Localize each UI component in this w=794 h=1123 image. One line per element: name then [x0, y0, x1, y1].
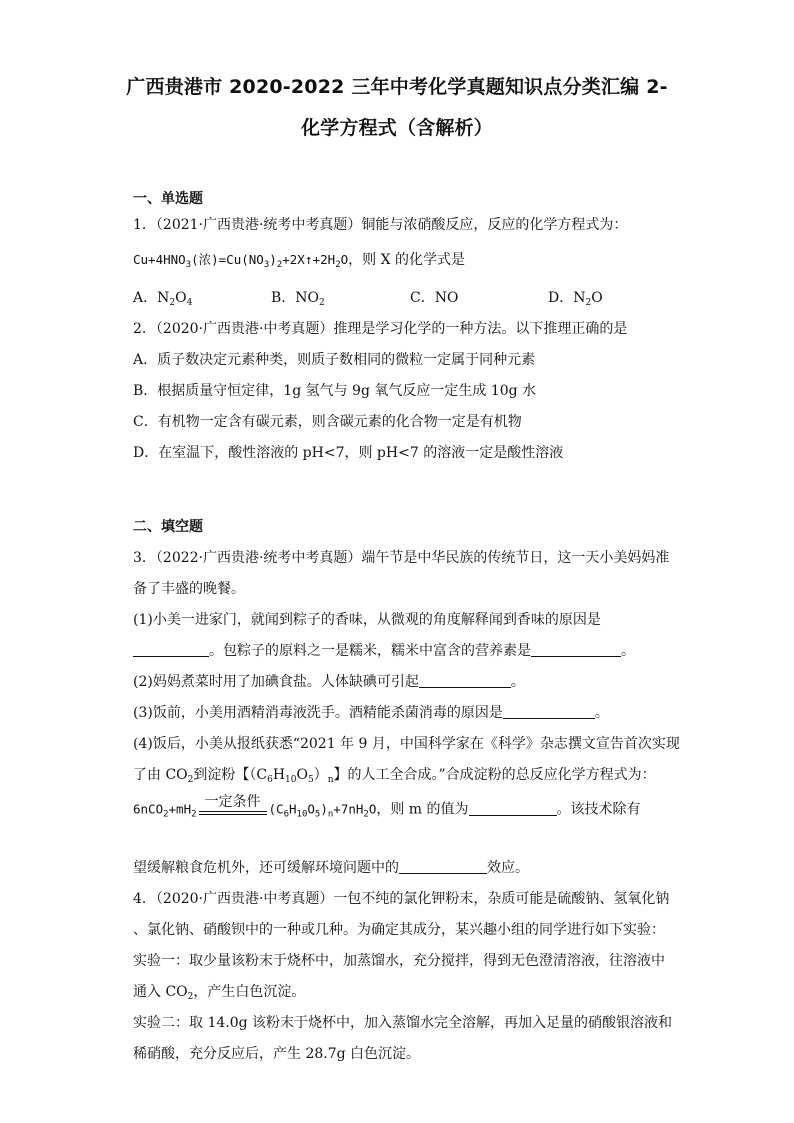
- q4-line-2: 、氯化钠、硝酸钡中的一种或几种。为确定其成分，某兴趣小组的同学进行如下实验：: [133, 922, 665, 938]
- answer-blank[interactable]: [133, 642, 209, 657]
- reaction-condition-arrow: [199, 795, 267, 825]
- q3-part-2-text: 。: [510, 674, 525, 690]
- q1-eq-h2o: +2H: [312, 252, 336, 267]
- q3-part-3-text: 。: [594, 705, 609, 721]
- reaction-condition: 一定条件: [204, 794, 261, 810]
- q2-option-a[interactable]: A．质子数决定元素种类，则质子数相同的微粒一定属于同种元素: [133, 352, 536, 368]
- q1-option-a[interactable]: [133, 287, 192, 307]
- q1-stem: 1．（2021·广西贵港·统考中考真题）铜能与浓硝酸反应，反应的化学方程式为：: [133, 217, 628, 233]
- q1-option-c[interactable]: C．NO: [410, 290, 459, 306]
- q1-eq-2x: +2X: [282, 252, 305, 267]
- q4-line-5: 实验二：取 14.0g 该粉末于烧杯中，加入蒸馏水完全溶解，再加入足量的硝酸银溶液和: [133, 1015, 673, 1031]
- q4-line-4: 通入 $CO_2$，产生白色沉淀。: [133, 984, 306, 1002]
- answer-blank[interactable]: [399, 859, 487, 874]
- q2-option-b[interactable]: B．根据质量守恒定律，1g 氢气与 9g 氧气反应一定生成 10g 水: [133, 383, 537, 399]
- answer-blank[interactable]: [503, 704, 595, 719]
- q1-option-b-sub: 2: [319, 298, 325, 308]
- q3-part-5-text: 效应。: [487, 860, 529, 876]
- q2-option-d[interactable]: D．在室温下，酸性溶液的 pH<7，则 pH<7 的溶液一定是酸性溶液: [133, 445, 564, 461]
- q3-part-5: [133, 857, 529, 877]
- q3-part-1-line-1: (1)小美一进家门，就闻到粽子的香味，从微观的角度解释闻到香味的原因是: [133, 612, 601, 628]
- q1-option-d-sub: 2: [585, 298, 592, 308]
- q3-part-4-line-1: (4)饭后，小美从报纸获悉“2021 年 9 月，中国科学家在《科学》杂志撰文宣告首次实现: [133, 736, 680, 752]
- q3-eq-end: 。该技术除有: [556, 801, 641, 818]
- q3-part-3: [133, 702, 609, 722]
- q3-stem-line-2: 备了丰盛的晚餐。: [133, 581, 245, 597]
- q1-eq-sub: 3: [185, 260, 192, 270]
- q3-part-3-text: (3)饭前，小美用酒精消毒液洗手。酒精能杀菌消毒的原因是: [133, 705, 503, 721]
- section-heading-single-choice: 一、单选题: [133, 191, 203, 207]
- q2-stem: 2．（2020·广西贵港·中考真题）推理是学习化学的一种方法。以下推理正确的是: [133, 321, 628, 337]
- q1-eq-conc: (浓)=Cu(NO: [191, 252, 264, 267]
- q4-line-1: 4．（2020·广西贵港·中考真题）一包不纯的氯化钾粉末，杂质可能是硫酸钠、氢氧化钠: [133, 891, 670, 907]
- section-heading-fill-in: 二、填空题: [133, 519, 203, 535]
- answer-blank[interactable]: [531, 642, 621, 657]
- q3-part-1-text: 。: [621, 643, 635, 659]
- document-title-line-1: 广西贵港市 2020-2022 三年中考化学真题知识点分类汇编 2-: [126, 76, 668, 98]
- up-arrow-icon: ↑: [304, 253, 313, 268]
- q1-equation: $Cu+4HNO_3$(浓)$=Cu(NO_3)_2+2X↑+2H_2O$，则 X 的化学式是: [133, 252, 466, 270]
- q1-eq-o: O: [340, 252, 349, 267]
- q1-eq-sub: 2: [335, 260, 341, 270]
- q3-part-1-text: 。包粽子的原料之一是糯米，糯米中富含的营养素是: [209, 643, 531, 659]
- q2-option-c[interactable]: C．有机物一定含有碳元素，则含碳元素的化合物一定是有机物: [133, 414, 522, 430]
- q3-part-4-line-2: 了由 $CO_2$到淀粉【$(C_6H_{10}O_5)_n$】的人工全合成。”合成淀粉的总反应化学方程式为：: [133, 767, 656, 785]
- q1-option-b-text: B．NO: [271, 290, 320, 306]
- q1-option-b[interactable]: [271, 287, 325, 307]
- q1-option-a-text: O: [175, 290, 187, 306]
- q1-option-a-text: A．N: [133, 290, 170, 306]
- q3-stem-line-1: 3．（2022·广西贵港·统考中考真题）端午节是中华民族的传统节日，这一天小美妈妈准: [133, 550, 670, 566]
- q3-part-5-text: 望缓解粮食危机外，还可缓解环境问题中的: [133, 860, 399, 876]
- q3-synthesis-equation: $6nCO_2+mH_2$ 一定条件 $(C_6H_{10}O_5)_n+7nH_2O$，则 m 的值为 。该技术除有: [133, 795, 641, 825]
- answer-blank[interactable]: [419, 673, 511, 688]
- q3-part-1-line-2: [133, 640, 635, 660]
- q1-option-a-sub: 4: [186, 298, 193, 308]
- q1-option-d-text: D．N: [548, 290, 586, 306]
- q3-eq-tail: ，则 m 的值为: [376, 801, 469, 818]
- q1-option-d[interactable]: [548, 287, 603, 307]
- q1-eq-tail: ，则 X 的化学式是: [348, 252, 466, 268]
- answer-blank[interactable]: [469, 801, 557, 816]
- document-title-line-2: 化学方程式（含解析）: [300, 117, 493, 139]
- q4-line-6: 稀硝酸，充分反应后，产生 28.7g 白色沉淀。: [133, 1046, 421, 1062]
- q3-part-2: [133, 671, 525, 691]
- q1-eq-cu: Cu+4HNO: [133, 252, 186, 267]
- q1-option-a-sub: 2: [169, 298, 176, 308]
- q4-line-3: 实验一：取少量该粉末于烧杯中，加蒸馏水，充分搅拌，得到无色澄清溶液，往溶液中: [133, 953, 665, 969]
- q1-eq-sub: 2: [276, 260, 283, 270]
- q1-option-d-text: O: [591, 290, 603, 306]
- q1-eq-sub: 3: [263, 260, 270, 270]
- q3-part-2-text: (2)妈妈煮菜时用了加碘食盐。人体缺碘可引起: [133, 674, 419, 690]
